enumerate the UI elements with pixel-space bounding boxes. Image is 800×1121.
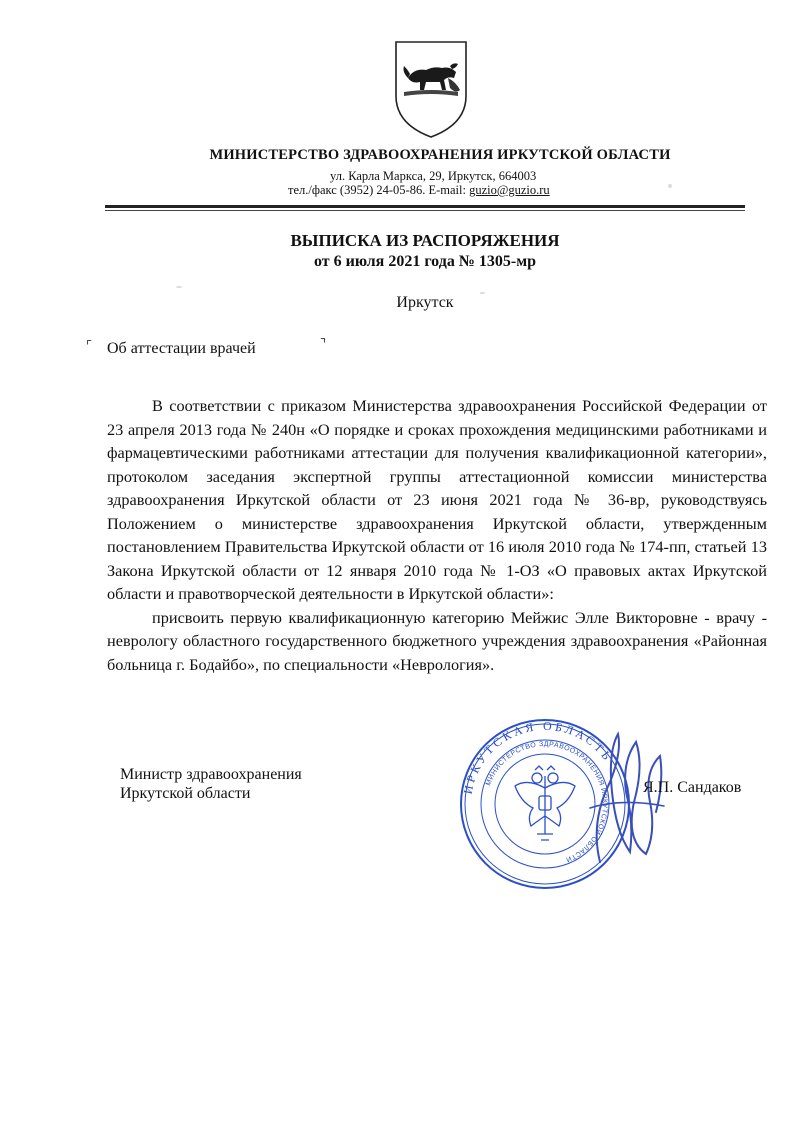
header-divider-thin — [105, 210, 745, 211]
signer-position-line2: Иркутской области — [120, 785, 251, 802]
signer-name: Я.П. Сандаков — [643, 779, 742, 796]
body-paragraph-decision: присвоить первую квалификационную категорию Мейжис Элле Викторовне - врачу - неврологу областного государственного бюджетного учреждения здравоохранения «Районная больница г. Бодайбо», по специальности «Неврология». — [107, 607, 767, 674]
document-date-number: от 6 июля 2021 года № 1305-мр — [313, 253, 537, 270]
coat-of-arms-icon — [390, 38, 472, 140]
scan-speck — [480, 292, 485, 294]
subject-bracket-right: ⌝ — [320, 336, 327, 351]
body-paragraph: В соответствии с приказом Министерства здравоохранения Российской Федерации от 23 апреля 2013 года № 240н «О порядке и сроках прохождения медицинскими работниками и фармацевтическими работниками аттестации для получения квалификационной категории», протоколом заседания экспертной группы аттестационной комиссии министерства здравоохранения Иркутской области от 23 июня 2021 года № 36-вр, руководствуясь Положением о министерстве здравоохранения Иркутской области, утвержденным постановлением Правительства Иркутской области от 16 июля 2010 года № 174-пп, статьей 13 Закона Иркутской области от 12 января 2010 года № 1-ОЗ «О правовых актах Иркутской области и правотворческой деятельности в Иркутской области»: — [107, 396, 767, 603]
ministry-name: МИНИСТЕРСТВО ЗДРАВООХРАНЕНИЯ ИРКУТСКОЙ ОБЛАСТИ — [209, 147, 671, 163]
handwritten-signature — [560, 722, 680, 872]
contacts-phone: тел./факс (3952) 24-05-86. E-mail: — [288, 183, 470, 197]
ministry-address: ул. Карла Маркса, 29, Иркутск, 664003 — [330, 169, 537, 183]
email-link[interactable]: guzio@guzio.ru — [469, 183, 550, 197]
scan-speck — [668, 184, 672, 188]
document-city: Иркутск — [396, 294, 454, 311]
document-subject: Об аттестации врачей — [107, 340, 256, 357]
document-title: ВЫПИСКА ИЗ РАСПОРЯЖЕНИЯ — [290, 231, 560, 250]
signer-position-line1: Министр здравоохранения — [120, 766, 302, 783]
stamp-inner-text: МИНИСТЕРСТВО ЗДРАВООХРАНЕНИЯ ИРКУТСКОЙ ОБЛАСТИ — [485, 740, 609, 863]
scan-speck — [176, 286, 182, 288]
stamp-outer-text: ИРКУТСКАЯ ОБЛАСТЬ — [460, 718, 616, 796]
subject-bracket-left: ⌜ — [86, 338, 93, 353]
ministry-contacts — [288, 183, 688, 198]
header-divider-thick — [105, 205, 745, 208]
document-body — [107, 394, 767, 676]
